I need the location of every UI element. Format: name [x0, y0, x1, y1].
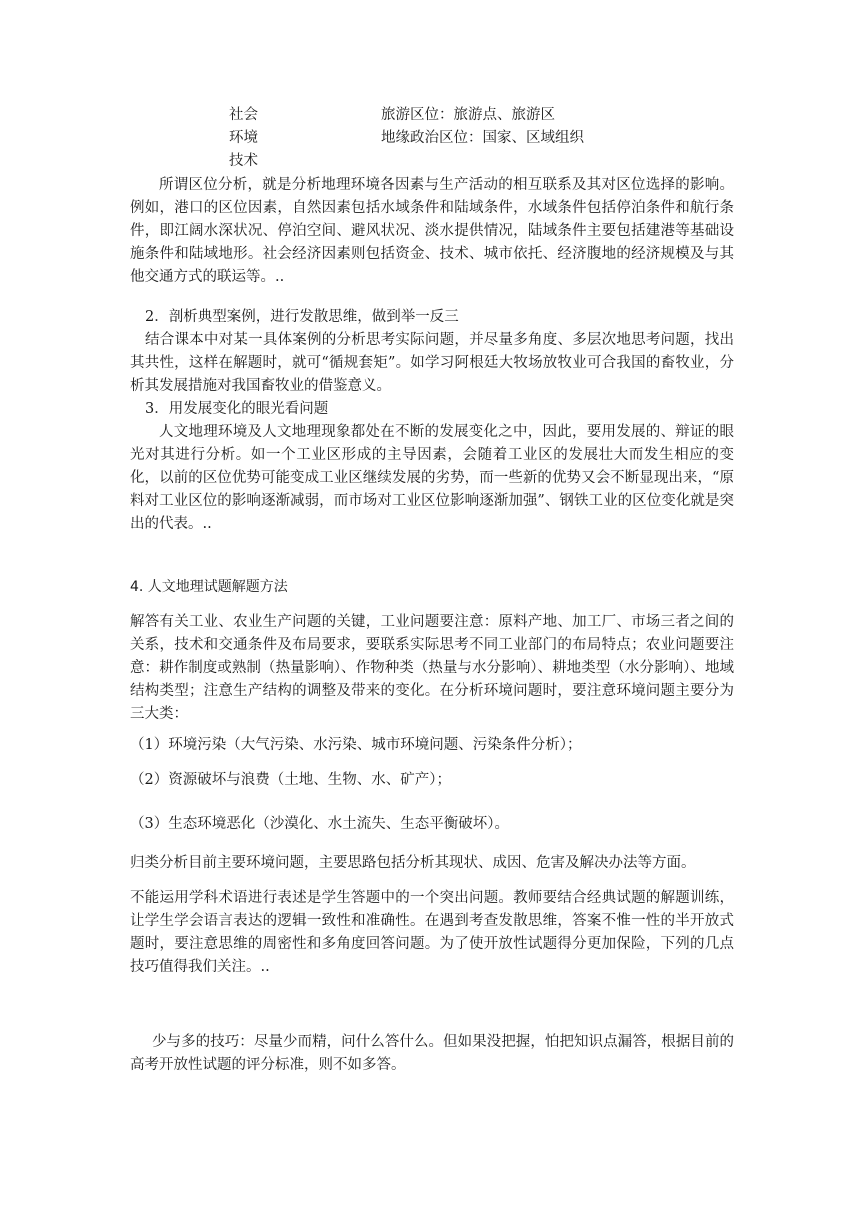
paragraph-2: 结合课本中对某一具体案例的分析思考实际问题，并尽量多角度、多层次地思考问题，找出其共性，这样在解题时，就可“循规套矩”。如学习阿根廷大牧场放牧业可合我国的畜牧业，分析其发展措施对我国畜牧业的借鉴意义。 [130, 332, 734, 394]
paragraph-terms: 不能运用学科术语进行表述是学生答题中的一个突出问题。教师要结合经典试题的解题训练，让学生学会语言表达的逻辑一致性和准确性。在遇到考查发散思维，答案不惟一性的半开放式题时，要注意思维的周密性和多角度回答问题。为了使开放性试题得分更加保险，下列的几点技巧值得我们关注。.. [130, 890, 734, 975]
env-item-2: （2）资源破坏与浪费（土地、生物、水、矿产）； [130, 772, 451, 788]
factor-environment: 环境 [229, 130, 258, 146]
env-item-1: （1）环境污染（大气污染、水污染、城市环境问题、污染条件分析）； [130, 737, 582, 753]
heading-3: 3．用发展变化的眼光看问题 [145, 401, 329, 417]
heading-4: 4. 人文地理试题解题方法 [130, 579, 288, 595]
paragraph-classify: 归类分析目前主要环境问题，主要思路包括分析其现状、成因、危害及解决办法等方面。 [130, 855, 696, 871]
heading-2: 2．剖析典型案例，进行发散思维，做到举一反三 [145, 309, 459, 325]
paragraph-4: 解答有关工业、农业生产问题的关键，工业问题要注意：原料产地、加工厂、市场三者之间的关系，技术和交通条件及布局要求，要联系实际思考不同工业部门的布局特点；农业问题要注意：耕作制度或熟制（热量影响）、作物种类（热量与水分影响）、耕地类型（水分影响）、地域结构类型；注意生产结构的调整及带来的变化。在分析环境问题时，要注意环境问题主要分为三大类： [130, 614, 734, 722]
paragraph-location-analysis: 所谓区位分析，就是分析地理环境各因素与生产活动的相互联系及其对区位选择的影响。例如，港口的区位因素，自然因素包括水域条件和陆域条件，水域条件包括停泊条件和航行条件，即江阔水深状况、停泊空间、避风状况、淡水提供情况，陆域条件主要包括建港等基础设施条件和陆域地形。社会经济因素则包括资金、技术、城市依托、经济腹地的经济规模及与其他交通方式的联运等。.. [130, 177, 734, 285]
location-geopolitics: 地缘政治区位：国家、区域组织 [381, 130, 584, 146]
paragraph-3: 人文地理环境及人文地理现象都处在不断的发展变化之中，因此，要用发展的、辩证的眼光对其进行分析。如一个工业区形成的主导因素，会随着工业区的发展壮大而发生相应的变化，以前的区位优势可能变成工业区继续发展的劣势，而一些新的优势又会不断显现出来，“原料对工业区位的影响逐渐减弱，而市场对工业区位影响逐渐加强”、钢铁工业的区位变化就是突出的代表。.. [130, 424, 734, 532]
location-tourism: 旅游区位：旅游点、旅游区 [381, 107, 555, 123]
env-item-3: （3）生态环境恶化（沙漠化、水土流失、生态平衡破坏）。 [130, 816, 509, 832]
factor-social: 社会 [229, 107, 258, 123]
factor-technology: 技术 [229, 153, 258, 169]
paragraph-tip: 少与多的技巧：尽量少而精，问什么答什么。但如果没把握，怕把知识点漏答，根据目前的高考开放性试题的评分标准，则不如多答。 [130, 1034, 734, 1073]
